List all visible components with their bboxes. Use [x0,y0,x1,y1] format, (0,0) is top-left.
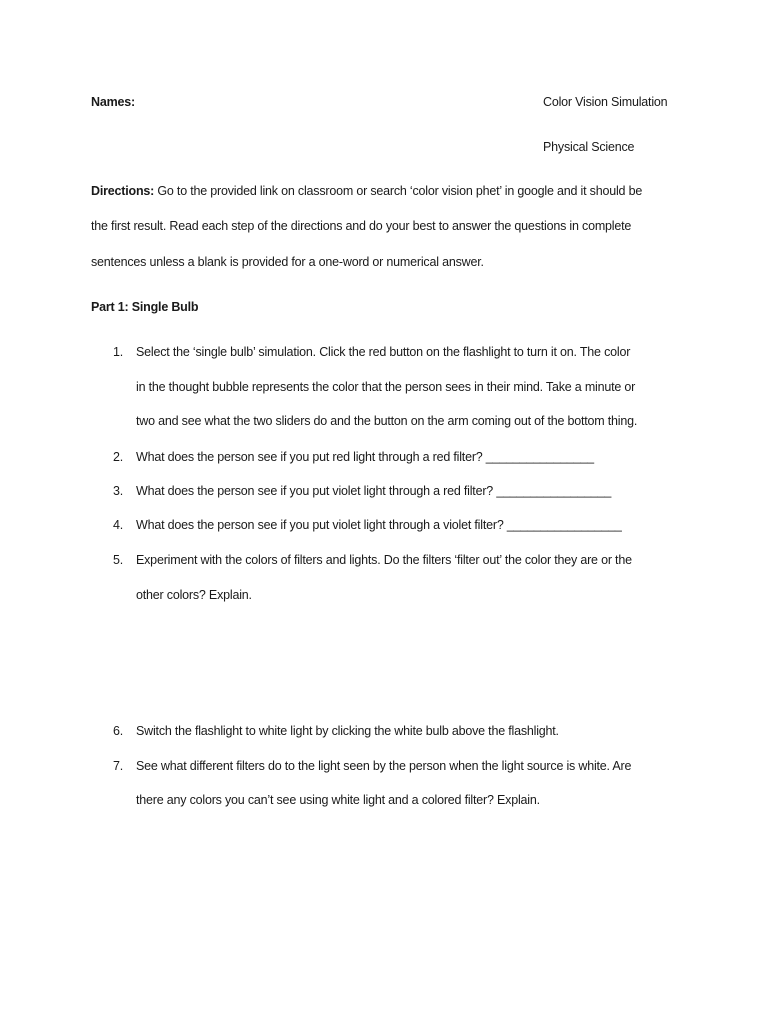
part1-heading: Part 1: Single Bulb [91,300,199,314]
item-text-line: What does the person see if you put violet light through a violet filter? _________________ [136,518,622,532]
directions-line-2: the first result. Read each step of the directions and do your best to answer the questions in complete [91,219,632,233]
item-text-line: What does the person see if you put violet light through a red filter? _________________ [136,484,612,498]
item-text-line: Select the ‘single bulb’ simulation. Click the red button on the flashlight to turn it on. The color [136,345,631,359]
item-number: 6. [113,724,124,738]
item-number: 2. [113,450,124,464]
directions-line-1 [91,183,642,199]
item-text-line: See what different filters do to the light seen by the person when the light source is white. Are [136,759,632,773]
item-number: 5. [113,553,124,567]
worksheet-title: Color Vision Simulation [543,95,668,109]
item-number: 4. [113,518,124,532]
item-number: 7. [113,759,124,773]
item-text-line: other colors? Explain. [136,588,252,602]
directions-text-1: Go to the provided link on classroom or search ‘color vision phet’ in google and it should be [157,184,643,198]
item-number: 3. [113,484,124,498]
item-text-line: Switch the flashlight to white light by clicking the white bulb above the flashlight. [136,724,559,738]
names-label: Names: [91,95,135,109]
directions-label: Directions: [91,184,155,198]
item-number: 1. [113,345,124,359]
item-text-line: two and see what the two sliders do and the button on the arm coming out of the bottom thing. [136,414,638,428]
item-text-line: there any colors you can’t see using white light and a colored filter? Explain. [136,793,540,807]
item-text-line: in the thought bubble represents the color that the person sees in their mind. Take a minute or [136,380,636,394]
subject-label: Physical Science [543,140,635,154]
directions-line-3: sentences unless a blank is provided for a one-word or numerical answer. [91,255,484,269]
item-text-line: Experiment with the colors of filters and lights. Do the filters ‘filter out’ the color they are or the [136,553,632,567]
item-text-line: What does the person see if you put red light through a red filter? ________________ [136,450,594,464]
